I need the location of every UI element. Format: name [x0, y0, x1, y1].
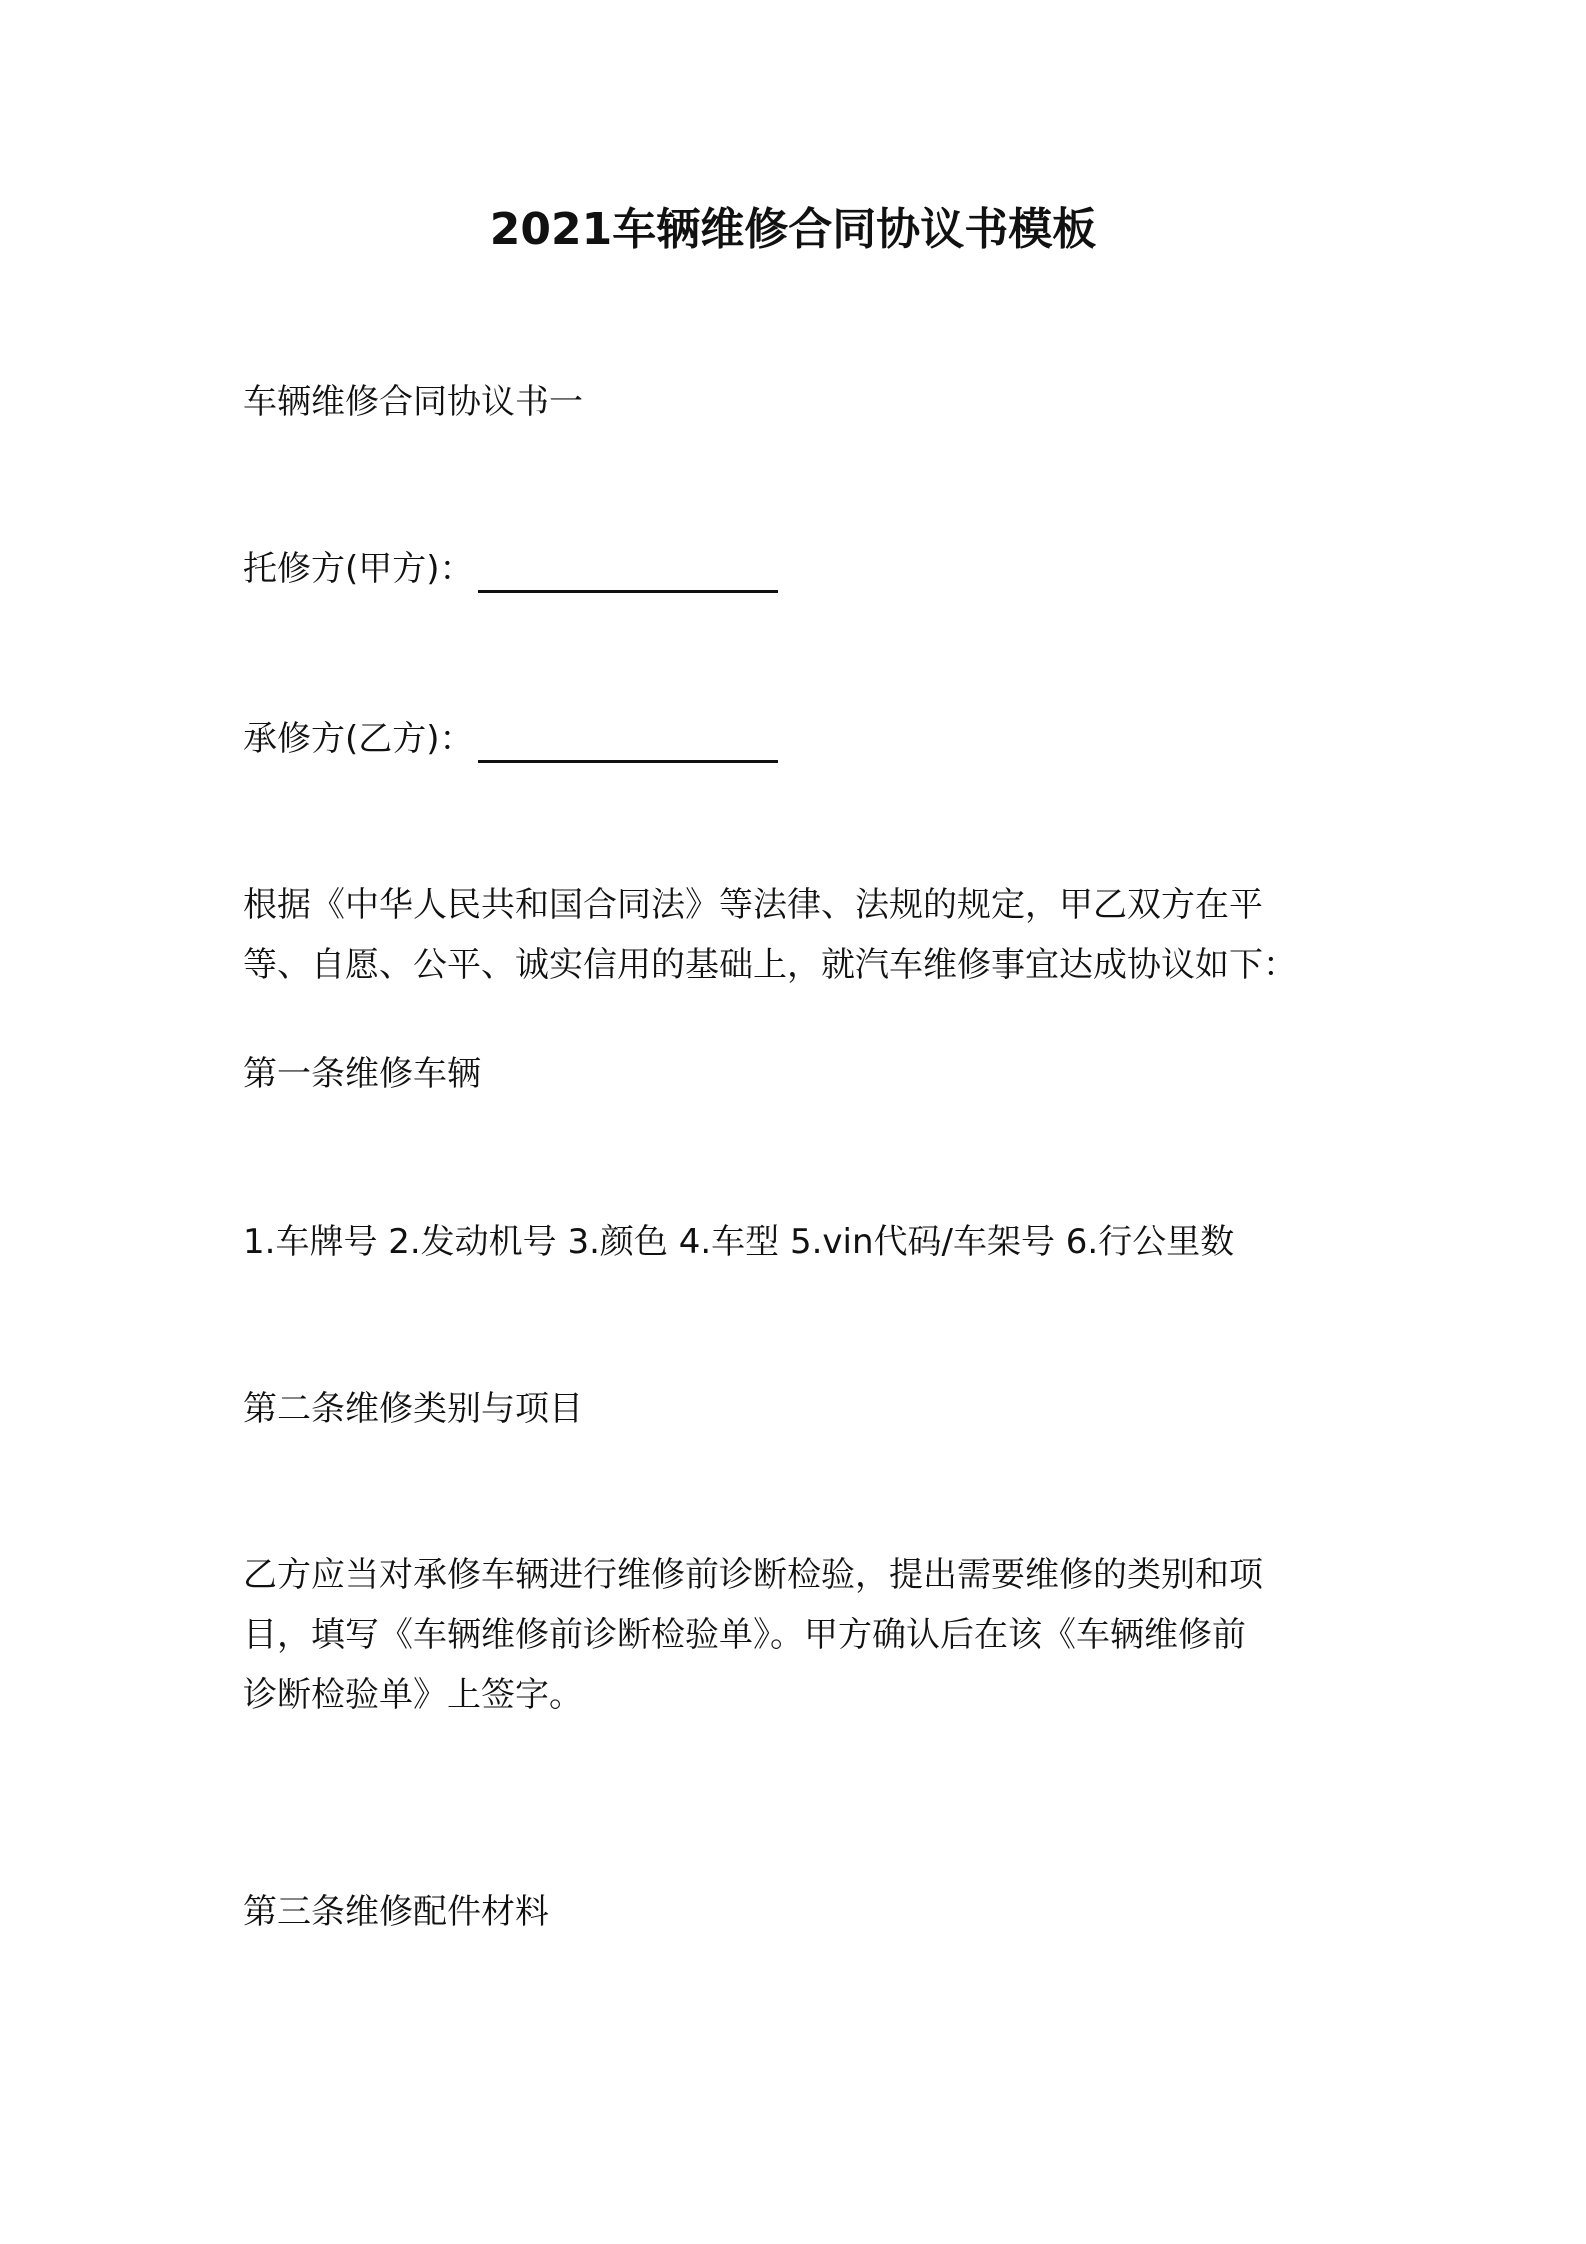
party-a-label: 托修方(甲方)： — [243, 549, 474, 589]
article-3-title: 第三条维修配件材料 — [243, 1892, 549, 1932]
intro-line-1: 根据《中华人民共和国合同法》等法律、法规的规定，甲乙双方在平 — [243, 885, 1263, 925]
article-2-line-2: 目，填写《车辆维修前诊断检验单》。甲方确认后在该《车辆维修前 — [243, 1615, 1246, 1655]
document-title: 2021车辆维修合同协议书模板 — [489, 204, 1097, 255]
intro-line-2: 等、自愿、公平、诚实信用的基础上，就汽车维修事宜达成协议如下： — [243, 945, 1297, 985]
article-1-title: 第一条维修车辆 — [243, 1054, 481, 1094]
intro-paragraph — [243, 875, 1363, 995]
article-2-paragraph — [243, 1545, 1363, 1725]
party-b-blank — [478, 720, 778, 763]
party-a-blank — [478, 550, 778, 593]
party-a-row — [243, 545, 778, 593]
article-1-items: 1.车牌号 2.发动机号 3.颜色 4.车型 5.vin代码/车架号 6.行公里数 — [243, 1222, 1235, 1262]
article-2-line-3: 诊断检验单》上签字。 — [243, 1675, 583, 1715]
party-b-row — [243, 715, 778, 763]
article-2-line-1: 乙方应当对承修车辆进行维修前诊断检验，提出需要维修的类别和项 — [243, 1555, 1263, 1595]
article-2-title: 第二条维修类别与项目 — [243, 1389, 583, 1429]
contract-subtitle: 车辆维修合同协议书一 — [243, 382, 583, 422]
party-b-label: 承修方(乙方)： — [243, 719, 474, 759]
